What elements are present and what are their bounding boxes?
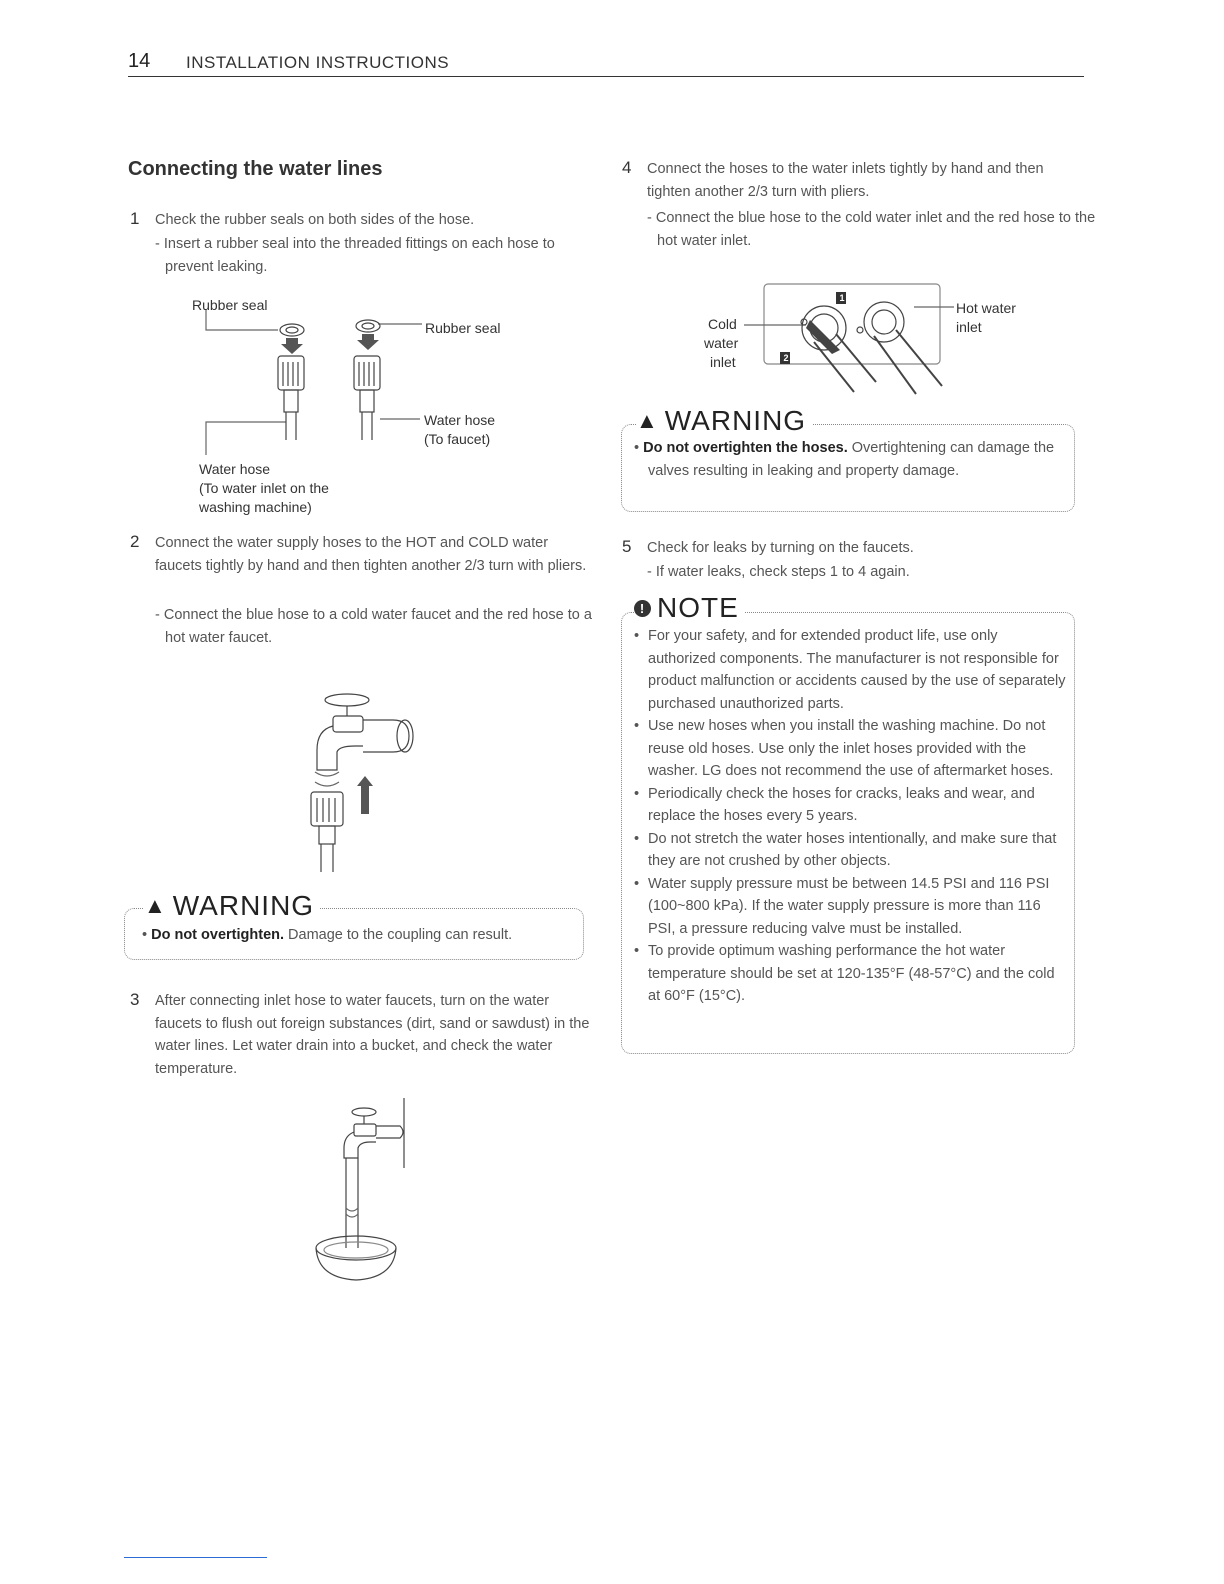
step-marker-1: 1 bbox=[839, 293, 845, 303]
label-water-hose-faucet-sub: (To faucet) bbox=[424, 431, 491, 447]
label-cold-water-inlet-1: Cold bbox=[708, 316, 737, 332]
hose-seal-illustration bbox=[190, 310, 430, 460]
warning-1-body: Damage to the coupling can result. bbox=[284, 927, 513, 943]
step-4-subtext: - Connect the blue hose to the cold water inlet and the red hose to the hot water inlet. bbox=[647, 210, 1096, 249]
step-5-number: 5 bbox=[622, 537, 632, 556]
label-water-hose-inlet: Water hose bbox=[199, 461, 271, 477]
step-4-text: Connect the hoses to the water inlets tightly by hand and then tighten another 2/3 turn with pliers. bbox=[647, 161, 1044, 200]
step-2-subtext: - Connect the blue hose to a cold water faucet and the red hose to a hot water faucet. bbox=[155, 607, 592, 646]
label-hot-water-inlet-1: Hot water bbox=[956, 300, 1016, 316]
warning-1-heading-text: WARNING bbox=[172, 890, 315, 921]
step-5-subtext: - If water leaks, check steps 1 to 4 again. bbox=[647, 564, 910, 580]
step-3-text: After connecting inlet hose to water faucets, turn on the water faucets to flush out foreign substances (dirt, sand or sawdust) in the water lines. Let water drain into a bucket, and check the water temperature. bbox=[155, 993, 590, 1077]
info-icon: ! bbox=[634, 600, 651, 617]
label-water-hose-faucet: Water hose bbox=[424, 412, 496, 428]
inlet-connection-illustration bbox=[744, 282, 956, 400]
warning-2-body: Overtightening can damage the valves resulting in leaking and property damage. bbox=[648, 440, 1055, 479]
note-item: • For your safety, and for extended product life, use only authorized components. The manufacturer is not responsible for product malfunction or accidents caused by the use of separately purchased unauthorized parts. bbox=[630, 625, 1068, 715]
label-cold-water-inlet-3: inlet bbox=[710, 354, 736, 370]
step-2-number: 2 bbox=[130, 532, 140, 551]
footer-line bbox=[124, 1557, 267, 1558]
warning-2-heading bbox=[636, 405, 812, 437]
label-water-hose-inlet-sub2: washing machine) bbox=[199, 499, 312, 515]
warning-2-heading-text: WARNING bbox=[664, 405, 807, 436]
label-hot-water-inlet-2: inlet bbox=[956, 319, 982, 335]
note-item: • Use new hoses when you install the washing machine. Do not reuse old hoses. Use only the inlet hoses provided with the washer. LG does not recommend the use of aftermarket hoses. bbox=[630, 715, 1068, 783]
page-header-title: INSTALLATION INSTRUCTIONS bbox=[186, 53, 450, 72]
step-4-number: 4 bbox=[622, 158, 632, 177]
note-item: • Water supply pressure must be between 14.5 PSI and 116 PSI (100~800 kPa). If the water supply pressure is more than 116 PSI, a pressure reducing valve must be installed. bbox=[630, 873, 1068, 941]
label-rubber-seal-right: Rubber seal bbox=[425, 320, 501, 336]
step-marker-2: 2 bbox=[783, 353, 789, 363]
label-water-hose-inlet-sub1: (To water inlet on the bbox=[199, 480, 329, 496]
warning-1-heading bbox=[144, 890, 320, 922]
warning-triangle-icon: ▲ bbox=[636, 408, 659, 433]
step-3-number: 3 bbox=[130, 990, 140, 1009]
section-title: Connecting the water lines bbox=[128, 158, 383, 180]
note-item: • Do not stretch the water hoses intentionally, and make sure that they are not crushed by other objects. bbox=[630, 828, 1068, 873]
label-cold-water-inlet-2: water bbox=[704, 335, 739, 351]
step-2-text: Connect the water supply hoses to the HOT and COLD water faucets tightly by hand and then tighten another 2/3 turn with pliers. bbox=[155, 535, 587, 574]
note-item: • Periodically check the hoses for cracks, leaks and wear, and replace the hoses every 5 years. bbox=[630, 783, 1068, 828]
page-number: 14 bbox=[128, 50, 151, 72]
warning-2-bold: Do not overtighten the hoses. bbox=[643, 440, 848, 456]
warning-1-text: • Do not overtighten. Damage to the coupling can result. bbox=[142, 927, 513, 943]
step-1-number: 1 bbox=[130, 209, 140, 228]
header-rule bbox=[128, 76, 1084, 77]
bucket-flush-illustration bbox=[300, 1098, 420, 1283]
note-list bbox=[630, 625, 1068, 1008]
warning-1-bold: Do not overtighten. bbox=[151, 927, 285, 943]
note-item: • To provide optimum washing performance the hot water temperature should be set at 120-135°F (48-57°C) and the cold at 60°F (15°C). bbox=[630, 940, 1068, 1008]
step-5-text: Check for leaks by turning on the faucets. bbox=[647, 540, 914, 556]
note-heading bbox=[634, 592, 745, 624]
warning-2-text: • Do not overtighten the hoses. Overtightening can damage the valves resulting in leaking and property damage. bbox=[634, 440, 1055, 479]
step-1-subtext: - Insert a rubber seal into the threaded fittings on each hose to prevent leaking. bbox=[155, 236, 555, 275]
warning-triangle-icon: ▲ bbox=[144, 893, 167, 918]
label-rubber-seal-left: Rubber seal bbox=[192, 297, 268, 313]
faucet-connection-illustration bbox=[295, 690, 430, 875]
note-heading-text: NOTE bbox=[657, 592, 739, 623]
step-1-text: Check the rubber seals on both sides of the hose. bbox=[155, 212, 475, 228]
